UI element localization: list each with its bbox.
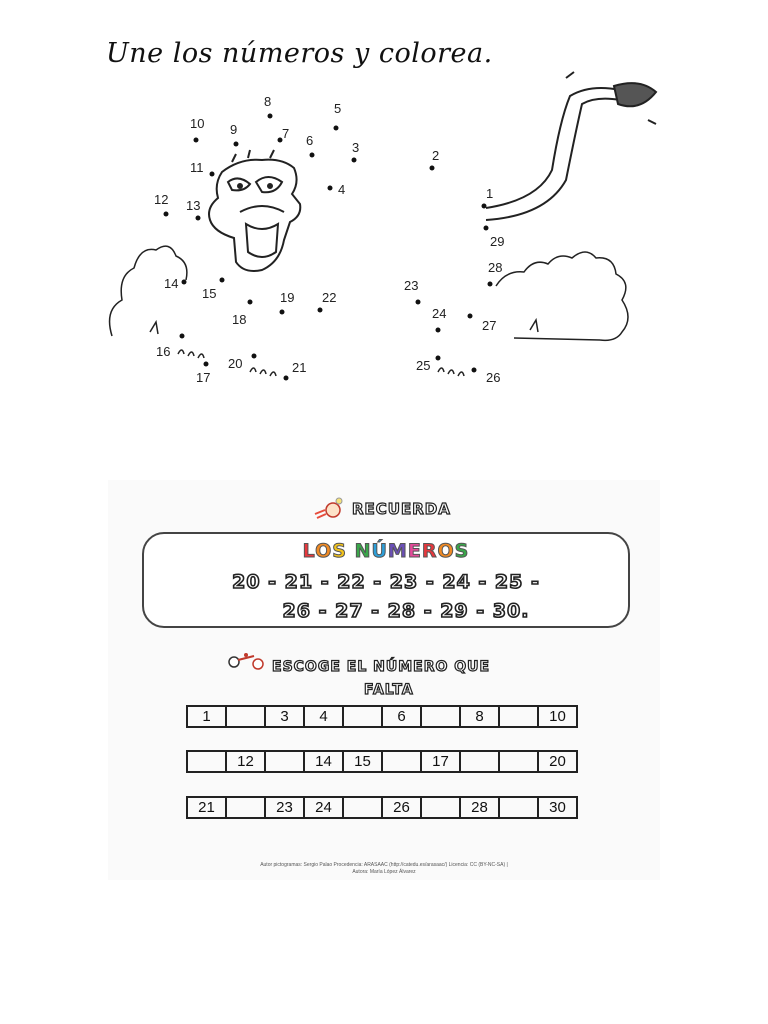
number-cell: 30 <box>538 797 577 818</box>
number-row-3 <box>186 796 578 819</box>
blank-cell[interactable] <box>382 751 421 772</box>
blank-cell[interactable] <box>226 797 265 818</box>
dot-number: 20 <box>228 356 243 371</box>
los-numeros-letter: M <box>387 540 408 562</box>
lion-tail-illustration <box>486 72 656 220</box>
los-numeros-letter <box>347 540 355 562</box>
escoge-line-2: FALTA <box>364 682 414 698</box>
bush-illustration <box>110 246 628 340</box>
blank-cell[interactable] <box>499 797 538 818</box>
dot-number: 29 <box>490 234 505 249</box>
number-row-2 <box>186 750 578 773</box>
dot-number: 8 <box>264 94 272 109</box>
recuerda-heading: RECUERDA <box>352 500 451 518</box>
dot-number: 22 <box>322 290 337 305</box>
number-cell: 6 <box>382 706 421 727</box>
los-numeros-letter: S <box>332 540 347 562</box>
number-cell: 1 <box>187 706 226 727</box>
dot-number: 4 <box>338 182 346 197</box>
number-cell: 3 <box>265 706 304 727</box>
escoge-line-1: ESCOGE EL NÚMERO QUE <box>272 659 491 675</box>
number-cell: 26 <box>382 797 421 818</box>
dot-number: 1 <box>486 186 494 201</box>
dot-number: 9 <box>230 122 238 137</box>
credits <box>108 862 660 876</box>
dot-number: 3 <box>352 140 360 155</box>
dot-number: 13 <box>186 198 201 213</box>
blank-cell[interactable] <box>187 751 226 772</box>
dot-number: 10 <box>190 116 205 131</box>
dot-number: 26 <box>486 370 501 385</box>
worksheet-title: Une los números y colorea. <box>106 38 493 69</box>
number-cell: 10 <box>538 706 577 727</box>
dot-number: 2 <box>432 148 440 163</box>
dots <box>164 114 493 381</box>
dot-numbers <box>154 94 504 385</box>
numbers-reminder-box <box>142 532 630 628</box>
dot-number: 5 <box>334 101 342 116</box>
los-numeros-letter: Ú <box>371 540 388 562</box>
credit-line-2: Autora: María López Álvarez <box>352 869 416 875</box>
pictogram-pencil-icon <box>226 650 268 672</box>
los-numeros-letter: L <box>302 540 316 562</box>
blank-cell[interactable] <box>226 706 265 727</box>
connect-the-dots-drawing <box>0 0 768 420</box>
blank-cell[interactable] <box>265 751 304 772</box>
number-cell: 24 <box>304 797 343 818</box>
lion-face-illustration <box>209 150 300 271</box>
dot-number: 28 <box>488 260 503 275</box>
los-numeros-letter: O <box>315 540 333 562</box>
los-numeros-letter: S <box>454 540 470 562</box>
number-cell: 12 <box>226 751 265 772</box>
number-cell: 28 <box>460 797 499 818</box>
sequence-line-1: 20 - 21 - 22 - 23 - 24 - 25 - <box>232 571 540 593</box>
blank-cell[interactable] <box>499 751 538 772</box>
dot-number: 23 <box>404 278 419 293</box>
number-cell: 15 <box>343 751 382 772</box>
blank-cell[interactable] <box>499 706 538 727</box>
number-cell: 8 <box>460 706 499 727</box>
dot-number: 12 <box>154 192 169 207</box>
dot-number: 6 <box>306 133 314 148</box>
credit-line-1: Autor pictogramas: Sergio Palao Procedencia: ARASAAC (http://catedu.es/arasaac/) Licencia: CC (BY-NC-SA) | <box>260 862 508 868</box>
dot-number: 21 <box>292 360 307 375</box>
number-cell: 14 <box>304 751 343 772</box>
dot-number: 27 <box>482 318 497 333</box>
dot-number: 11 <box>190 160 204 175</box>
number-cell: 4 <box>304 706 343 727</box>
number-cell: 20 <box>538 751 577 772</box>
blank-cell[interactable] <box>343 797 382 818</box>
los-numeros-letter: N <box>354 540 372 562</box>
dot-number: 19 <box>280 290 295 305</box>
number-cell: 23 <box>265 797 304 818</box>
los-numeros-heading <box>144 540 628 562</box>
dot-number: 16 <box>156 344 171 359</box>
blank-cell[interactable] <box>421 706 460 727</box>
dot-number: 14 <box>164 276 179 291</box>
number-row-1 <box>186 705 578 728</box>
los-numeros-letter: O <box>437 540 455 562</box>
blank-cell[interactable] <box>460 751 499 772</box>
los-numeros-letter: E <box>407 540 422 562</box>
dot-number: 24 <box>432 306 447 321</box>
dot-number: 17 <box>196 370 211 385</box>
number-cell: 17 <box>421 751 460 772</box>
los-numeros-letter: R <box>421 540 438 562</box>
escoge-heading <box>272 656 572 702</box>
number-cell: 21 <box>187 797 226 818</box>
pictogram-head-icon <box>311 496 347 524</box>
blank-cell[interactable] <box>343 706 382 727</box>
blank-cell[interactable] <box>421 797 460 818</box>
dot-number: 18 <box>232 312 247 327</box>
dot-number: 25 <box>416 358 431 373</box>
sequence-line-2: 26 - 27 - 28 - 29 - 30. <box>282 600 530 622</box>
dot-number: 15 <box>202 286 217 301</box>
dot-number: 7 <box>282 126 290 141</box>
